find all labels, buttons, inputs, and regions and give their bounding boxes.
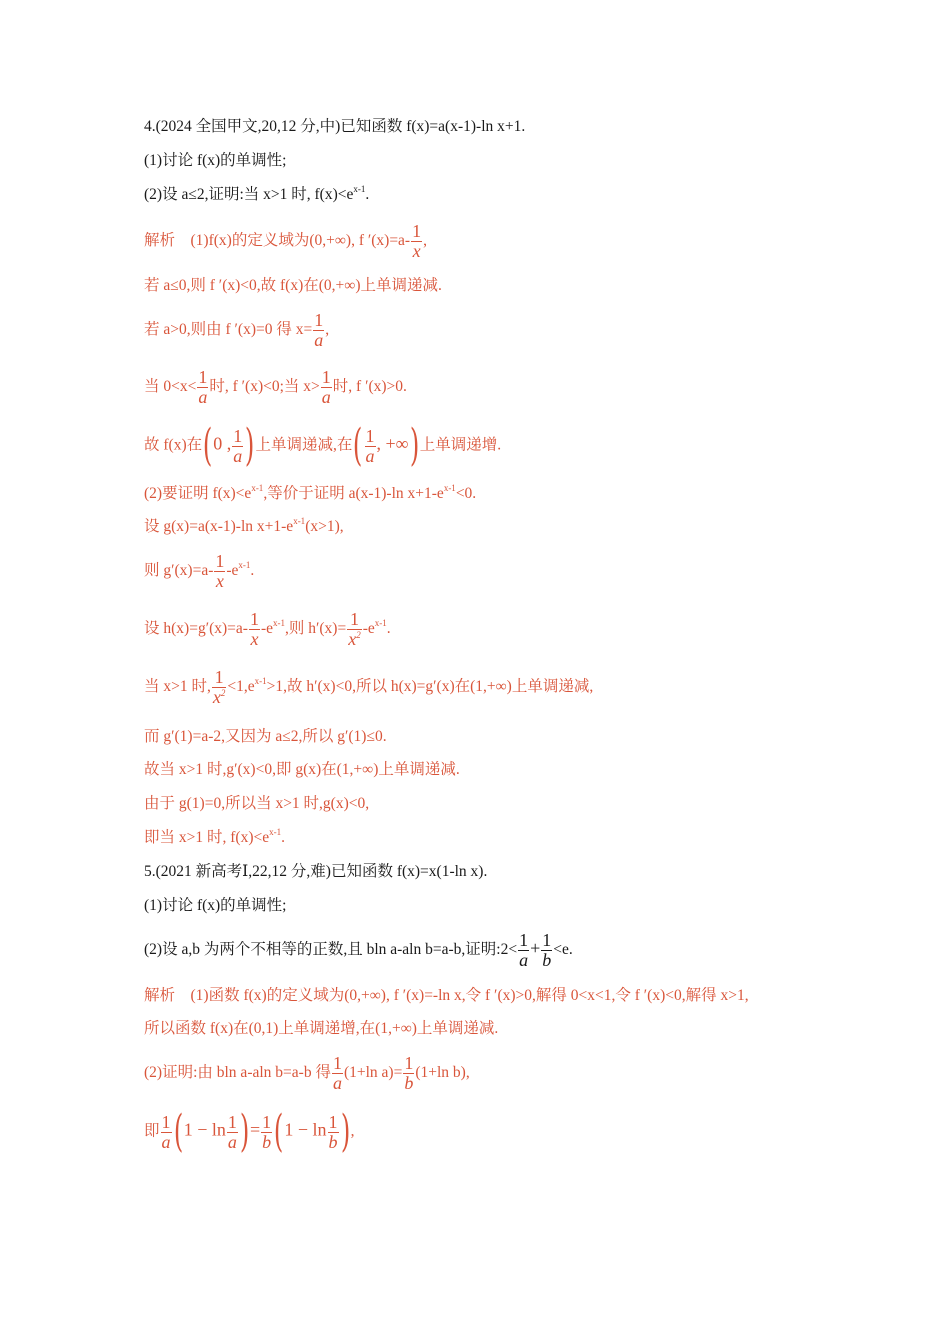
solution-4-line-1: 解析 (1)f(x)的定义域为(0,+∞), f ′(x)=a- $\frac{1}{x}$ , [144, 221, 427, 261]
solution-4-line-12: 故当 x>1 时,g′(x)<0,即 g(x)在(1,+∞)上单调递减. [144, 761, 460, 778]
solution-5-line-2: 所以函数 f(x)在(0,1)上单调递增,在(1,+∞)上单调递减. [144, 1020, 499, 1037]
solution-4-line-4: 当 0<x< $\frac{1}{a}$ 时, f ′(x)<0;当 x> $\frac{1}{a}$ 时, f ′(x)>0. [144, 367, 407, 407]
fraction: $\frac{1}{a}$ [161, 1111, 171, 1152]
problem-5-question-1: (1)讨论 f(x)的单调性; [144, 897, 287, 914]
problem-4-title: 4.(2024 全国甲文,20,12 分,中)已知函数 f(x)=a(x-1)-ln x+1. [144, 118, 526, 135]
fraction: $\frac{1}{x}$ [412, 221, 422, 261]
fraction: $\frac{1}{a}$ [314, 310, 324, 350]
problem-5-question-2: (2)设 a,b 为两个不相等的正数,且 bln a-aln b=a-b,证明:2< $\frac{1}{a}$ + $\frac{1}{b}$ <e. [144, 930, 573, 970]
fraction: $\frac{1}{x}$ [249, 609, 259, 649]
analysis-label: 解析 [144, 987, 176, 1004]
fraction: $\frac{1}{a}$ [365, 425, 375, 466]
fraction: $\frac{1}{b}$ [262, 1111, 272, 1152]
fraction: $\frac{1}{x^2}$ [212, 667, 226, 707]
problem-4-question-2: (2)设 a≤2,证明:当 x>1 时, $f(x)<e^{x-1}$. [144, 184, 370, 203]
solution-4-line-7: 设 g(x)=a(x-1)-ln $x+1-e^{x-1}(x>1)$, [144, 516, 344, 535]
solution-4-line-8: 则 g′(x)=a- $\frac{1}{x}$ $-e^{x-1}$. [144, 551, 255, 591]
solution-5-line-1: 解析 (1)函数 f(x)的定义域为(0,+∞), f ′(x)=-ln x,令 f ′(x)>0,解得 0<x<1,令 f ′(x)<0,解得 x>1, [144, 987, 749, 1004]
problem-4-question-1: (1)讨论 f(x)的单调性; [144, 152, 287, 169]
solution-4-line-9: 设 h(x)=g′(x)=a- $\frac{1}{x}$ $-e^{x-1}$,则 h′(x)= $\frac{1}{x^2}$ $-e^{x-1}$. [144, 609, 391, 649]
solution-5-line-3: (2)证明:由 bln a-aln b=a-b 得 $\frac{1}{a}$ (1+ln a)= $\frac{1}{b}$ (1+ln b), [144, 1053, 470, 1093]
solution-4-line-13: 由于 g(1)=0,所以当 x>1 时,g(x)<0, [144, 795, 370, 812]
solution-5-line-4: 即 $\frac{1}{a}$ (1 − ln $\frac{1}{a}$ )= $\frac{1}{b}$ (1 − ln $\frac{1}{b}$ ), [144, 1106, 355, 1157]
solution-4-line-10: 当 x>1 时, $\frac{1}{x^2}$ $<1,e^{x-1}>1$,故 h′(x)<0,所以 h(x)=g′(x)在(1,+∞)上单调递减, [144, 667, 594, 707]
fraction: $\frac{1}{a}$ [321, 367, 331, 407]
fraction: $\frac{1}{a}$ [519, 930, 529, 970]
analysis-label: 解析 [144, 232, 176, 250]
fraction: $\frac{1}{a}$ [332, 1053, 342, 1093]
fraction: $\frac{1}{b}$ [542, 930, 552, 970]
fraction: $\frac{1}{a}$ [233, 425, 243, 466]
problem-5-title: 5.(2021 新高考Ⅰ,22,12 分,难)已知函数 f(x)=x(1-ln x). [144, 863, 488, 880]
solution-4-line-3: 若 a>0,则由 f ′(x)=0 得 x= $\frac{1}{a}$ , [144, 310, 330, 350]
solution-4-line-11: 而 g′(1)=a-2,又因为 a≤2,所以 g′(1)≤0. [144, 728, 387, 745]
fraction: $\frac{1}{x}$ [215, 551, 225, 591]
fraction: $\frac{1}{b}$ [328, 1111, 338, 1152]
fraction: $\frac{1}{a}$ [198, 367, 208, 407]
fraction: $\frac{1}{a}$ [227, 1111, 237, 1152]
fraction: $\frac{1}{b}$ [404, 1053, 414, 1093]
fraction: $\frac{1}{x^2}$ [348, 609, 361, 649]
solution-4-line-2: 若 a≤0,则 f ′(x)<0,故 f(x)在(0,+∞)上单调递减. [144, 277, 442, 294]
solution-4-line-14: 即当 x>1 时, $f(x)<e^{x-1}$. [144, 827, 285, 846]
solution-4-line-5: 故 f(x)在(0 , $\frac{1}{a}$ )上单调递减,在( $\frac{1}{a}$ , +∞)上单调递增. [144, 420, 502, 471]
solution-4-line-6: (2)要证明 $f(x)<e^{x-1}$,等价于证明 a(x-1)-ln $x+1-e^{x-1}<0$. [144, 483, 477, 502]
